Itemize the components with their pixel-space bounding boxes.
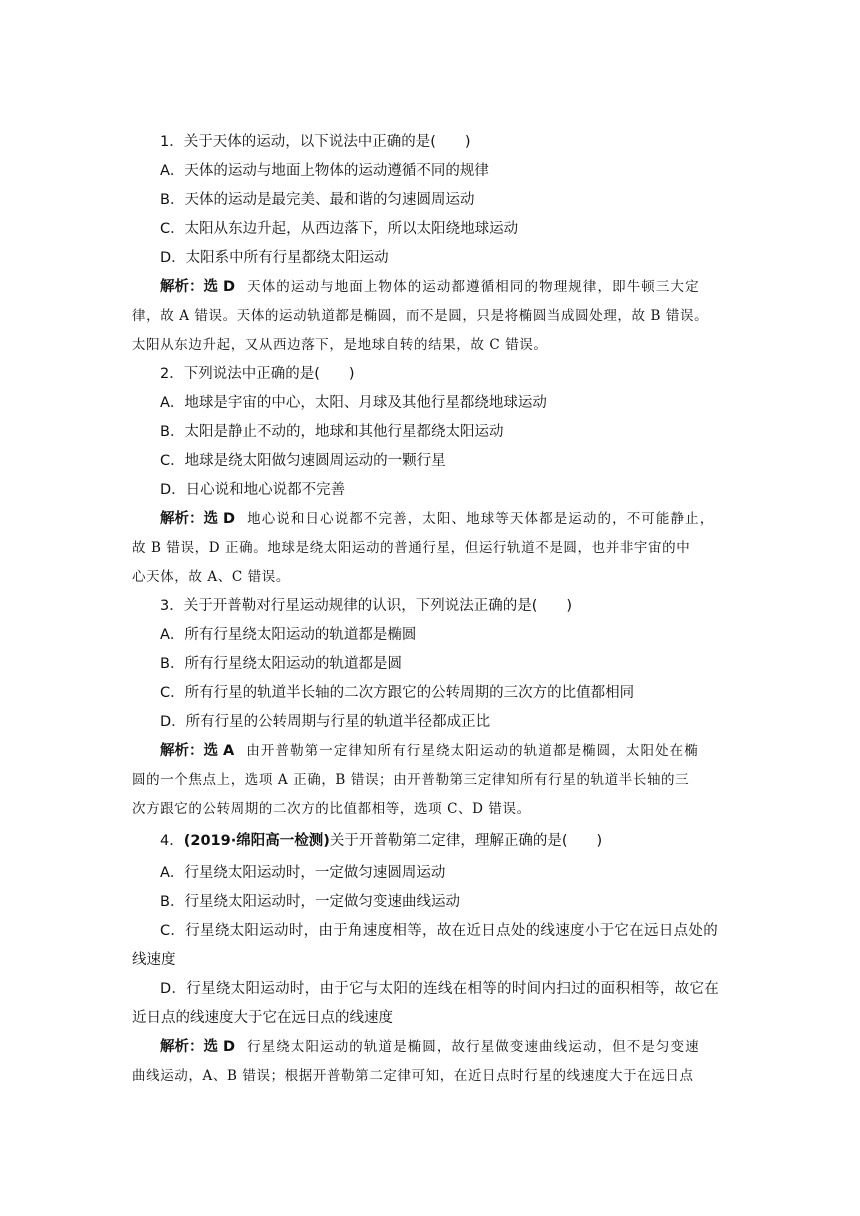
- analysis-text-line: 地心说和日心说都不完善，太阳、地球等天体都是运动的，不可能静止，: [247, 511, 715, 527]
- question-4-analysis: [132, 1033, 735, 1091]
- question-4-option-b: B．行星绕太阳运动时，一定做匀变速曲线运动: [160, 894, 460, 910]
- analysis-answer: 选 D: [203, 511, 236, 527]
- analysis-text-line: 次方跟它的公转周期的二次方的比值都相等，选项 C、D 错误。: [132, 801, 531, 817]
- question-2-option-d: D．日心说和地心说都不完善: [160, 482, 346, 498]
- question-2-stem: 2．下列说法中正确的是( ): [160, 366, 355, 382]
- question-4-option-d: D．行星绕太阳运动时，由于它与太阳的连线在相等的时间内扫过的面积相等，故它在: [160, 981, 720, 997]
- analysis-answer: 选 D: [203, 1039, 236, 1055]
- question-3-option-d: D．所有行星的公转周期与行星的轨道半径都成正比: [160, 714, 491, 730]
- question-1-option-a: A．天体的运动与地面上物体的运动遵循不同的规律: [160, 163, 489, 179]
- question-4-source: (2019·绵阳高一检测): [183, 833, 330, 849]
- analysis-label: 解析：: [160, 511, 204, 527]
- analysis-text-line: 故 B 错误，D 正确。地球是绕太阳运动的普通行星，但运行轨道不是圆，也并非宇宙的中: [132, 540, 691, 556]
- question-1-option-b: B．天体的运动是最完美、最和谐的匀速圆周运动: [160, 192, 475, 208]
- question-2-option-a: A．地球是宇宙的中心，太阳、月球及其他行星都绕地球运动: [160, 395, 547, 411]
- document-content: [132, 128, 735, 1091]
- question-1-stem: 1．关于天体的运动，以下说法中正确的是( ): [160, 134, 471, 150]
- question-4-number: 4．: [160, 833, 184, 849]
- analysis-answer: 选 A: [203, 743, 235, 759]
- question-4-text: 关于开普勒第二定律，理解正确的是( ): [329, 833, 603, 849]
- analysis-label: 解析：: [160, 279, 204, 295]
- question-3-option-b: B．所有行星绕太阳运动的轨道都是圆: [160, 656, 402, 672]
- question-3-option-a: A．所有行星绕太阳运动的轨道都是椭圆: [160, 627, 417, 643]
- question-3-stem: 3．关于开普勒对行星运动规律的认识，下列说法正确的是( ): [160, 598, 573, 614]
- question-4-option-a: A．行星绕太阳运动时，一定做匀速圆周运动: [160, 865, 446, 881]
- analysis-text-line: 太阳从东边升起，又从西边落下，是地球自转的结果，故 C 错误。: [132, 337, 548, 353]
- question-3-analysis: [132, 737, 735, 824]
- question-4-stem: [132, 827, 735, 856]
- question-1-option-c: C．太阳从东边升起，从西边落下，所以太阳绕地球运动: [160, 221, 519, 237]
- analysis-text-line: 由开普勒第一定律知所有行星绕太阳运动的轨道都是椭圆，太阳处在椭: [246, 743, 699, 759]
- question-1-option-d: D．太阳系中所有行星都绕太阳运动: [160, 250, 389, 266]
- analysis-text-line: 圆的一个焦点上，选项 A 正确，B 错误；由开普勒第三定律知所有行星的轨道半长轴的三: [132, 772, 690, 788]
- question-3-option-c: C．所有行星的轨道半长轴的二次方跟它的公转周期的三次方的比值都相同: [160, 685, 635, 701]
- question-2-analysis: [132, 505, 735, 592]
- question-2-option-b: B．太阳是静止不动的，地球和其他行星都绕太阳运动: [160, 424, 504, 440]
- analysis-text-line: 天体的运动与地面上物体的运动都遵循相同的物理规律，即牛顿三大定: [247, 279, 700, 295]
- analysis-answer: 选 D: [203, 279, 236, 295]
- question-4-option-c-cont: 线速度: [132, 952, 176, 968]
- analysis-text-line: 心天体，故 A、C 错误。: [132, 569, 290, 585]
- analysis-text-line: 律，故 A 错误。天体的运动轨道都是椭圆，而不是圆，只是将椭圆当成圆处理，故 B 错误。: [132, 308, 709, 324]
- analysis-text-line: 行星绕太阳运动的轨道是椭圆，故行星做变速曲线运动，但不是匀变速: [247, 1039, 700, 1055]
- question-2-option-c: C．地球是绕太阳做匀速圆周运动的一颗行星: [160, 453, 446, 469]
- question-4-option-d-cont: 近日点的线速度大于它在远日点的线速度: [132, 1010, 393, 1026]
- analysis-text-line: 曲线运动，A、B 错误；根据开普勒第二定律可知，在近日点时行星的线速度大于在远日点: [132, 1068, 694, 1084]
- analysis-label: 解析：: [160, 743, 204, 759]
- question-4-option-c: C．行星绕太阳运动时，由于角速度相等，故在近日点处的线速度小于它在远日点处的: [160, 923, 719, 939]
- analysis-label: 解析：: [160, 1039, 204, 1055]
- question-1-analysis: [132, 273, 735, 360]
